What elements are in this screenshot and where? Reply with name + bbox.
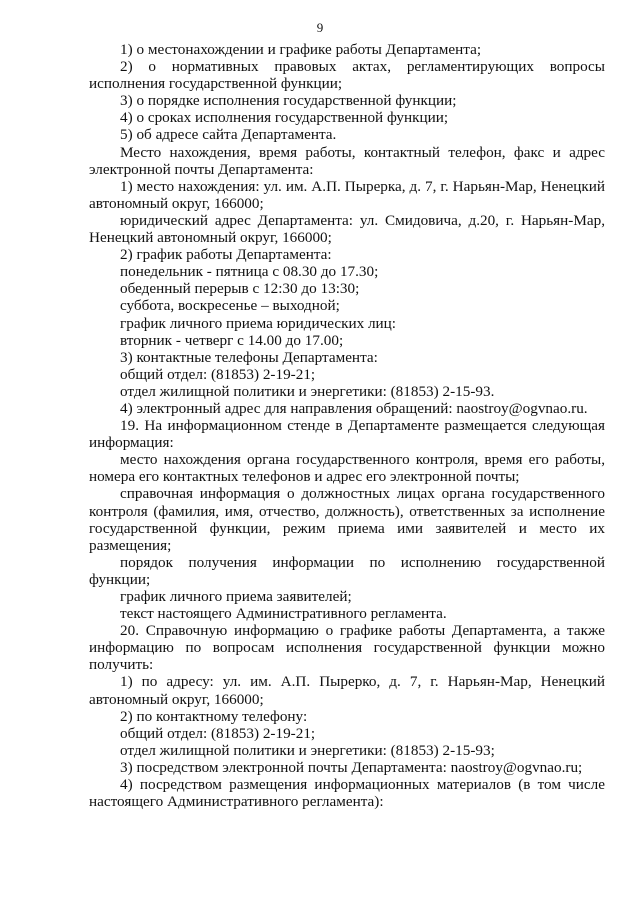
paragraph: общий отдел: (81853) 2-19-21; [120, 365, 316, 383]
paragraph: порядок получения информации по исполнению государственной функции; [89, 553, 605, 588]
paragraph: график личного приема юридических лиц: [120, 314, 397, 332]
list-item: 1) о местонахождении и графике работы Департамента; [120, 41, 482, 58]
list-item: 2) график работы Департамента: [120, 246, 332, 264]
section-19: 19. На информационном стенде в Департаменте размещается следующая информация: [89, 417, 605, 452]
list-item: 1) место нахождения: ул. им. А.П. Пырерка, д. 7, г. Нарьян-Мар, Ненецкий автономный округ, 166000; [89, 177, 605, 212]
list-item: 5) об адресе сайта Департамента. [120, 126, 337, 144]
section-20: 20. Справочную информацию о графике работы Департамента, а также информацию по вопросам исполнения государственной функции можно получить: [89, 622, 605, 674]
paragraph: место нахождения органа государственного контроля, время его работы, номера его контактных телефонов и адрес его электронной почты; [89, 451, 605, 486]
paragraph: отдел жилищной политики и энергетики: (81853) 2-15-93; [120, 741, 495, 759]
list-item: 4) посредством размещения информационных материалов (в том числе настоящего Административного регламента): [89, 776, 605, 811]
paragraph: юридический адрес Департамента: ул. Смидовича, д.20, г. Нарьян-Мар, Ненецкий автономный округ, 166000; [89, 211, 605, 247]
list-item: 1) по адресу: ул. им. А.П. Пырерко, д. 7, г. Нарьян-Мар, Ненецкий автономный округ, 166000; [89, 673, 605, 708]
paragraph: отдел жилищной политики и энергетики: (81853) 2-15-93. [120, 382, 495, 400]
list-item: 2) по контактному телефону: [120, 707, 308, 725]
paragraph: общий отдел: (81853) 2-19-21; [120, 724, 316, 742]
list-item: 3) о порядке исполнения государственной функции; [120, 92, 457, 110]
page-number: 9 [316, 20, 324, 35]
paragraph: суббота, воскресенье – выходной; [120, 297, 340, 315]
list-item: 3) посредством электронной почты Департамента: naostroy@ogvnao.ru; [120, 758, 583, 776]
paragraph: понедельник - пятница с 08.30 до 17.30; [120, 263, 379, 281]
list-item: 4) о сроках исполнения государственной функции; [120, 109, 449, 127]
paragraph: текст настоящего Административного регламента. [120, 605, 447, 623]
paragraph: справочная информация о должностных лицах органа государственного контроля (фамилия, имя, отчество, должность), ответственных за исполнение государственной функции, режим приема ими заявителей и место их размещения; [89, 485, 605, 554]
paragraph: обеденный перерыв с 12:30 до 13:30; [120, 280, 360, 298]
paragraph: Место нахождения, время работы, контактный телефон, факс и адрес электронной почты Департамента: [89, 143, 605, 178]
list-item: 3) контактные телефоны Департамента: [120, 348, 378, 366]
document-body [89, 41, 605, 810]
paragraph: вторник - четверг с 14.00 до 17.00; [120, 331, 344, 349]
list-item: 2) о нормативных правовых актах, регламентирующих вопросы исполнения государственной функции; [89, 58, 605, 93]
paragraph: график личного приема заявителей; [120, 588, 352, 605]
list-item: 4) электронный адрес для направления обращений: naostroy@ogvnao.ru. [120, 399, 588, 417]
